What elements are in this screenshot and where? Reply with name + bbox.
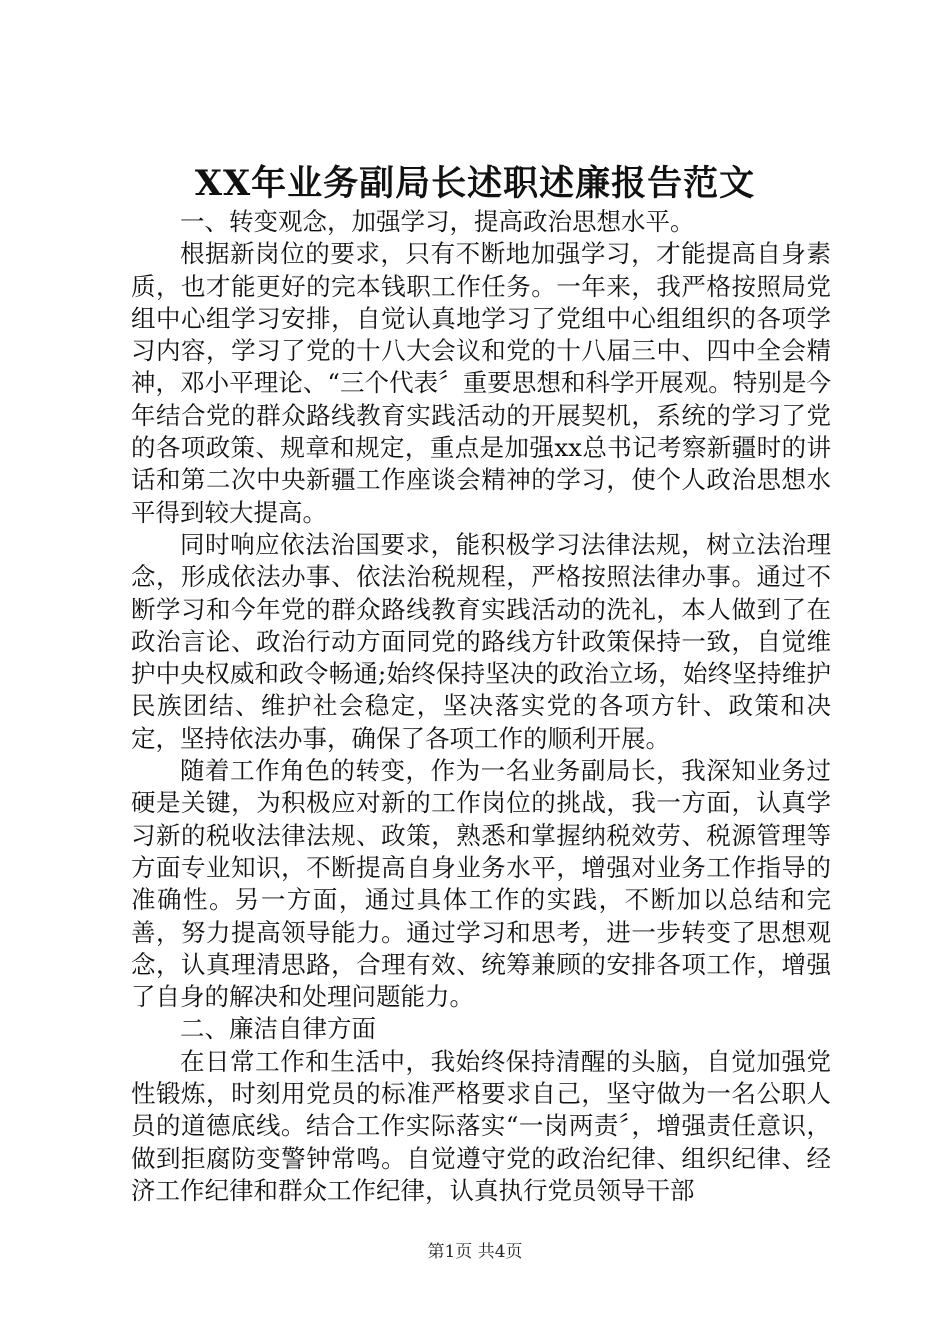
document-title: XX年业务副局长述职述廉报告范文 <box>194 163 756 204</box>
paragraph-study-requirements: 根据新岗位的要求，只有不断地加强学习，才能提高自身素质，也才能更好的完本钱职工作任务。一年来，我严格按照局党组中心组学习安排，自觉认真地学习了党组中心组组织的各项学习内容，学习了党的十八大会议和党的十八届三中、四中全会精神，邓小平理论、“三个代表〞重要思想和科学开展观。特别是今年结合党的群众路线教育实践活动的开展契机，系统的学习了党的各项政策、规章和规定，重点是加强xx总书记考察新疆时的讲话和第二次中央新疆工作座谈会精神的学习，使个人政治思想水平得到较大提高。 <box>131 239 831 527</box>
section-heading-1: 一、转变观念，加强学习，提高政治思想水平。 <box>180 207 695 236</box>
paragraph-integrity: 在日常工作和生活中，我始终保持清醒的头脑，自觉加强党性锻炼，时刻用党员的标准严格要求自己，坚守做为一名公职人员的道德底线。结合工作实际落实“一岗两责〞，增强责任意识，做到拒腐防变警钟常鸣。自觉遵守党的政治纪律、组织纪律、经济工作纪律和群众工作纪律，认真执行党员领导干部 <box>131 1046 831 1205</box>
paragraph-role-change: 随着工作角色的转变，作为一名业务副局长，我深知业务过硬是关键，为积极应对新的工作岗位的挑战，我一方面，认真学习新的税收法律法规、政策，熟悉和掌握纳税效劳、税源管理等方面专业知识，不断提高自身业务水平，增强对业务工作指导的准确性。另一方面，通过具体工作的实践，不断加以总结和完善，努力提高领导能力。通过学习和思考，进一步转变了思想观念，认真理清思路，合理有效、统筹兼顾的安排各项工作，增强了自身的解决和处理问题能力。 <box>131 756 831 1012</box>
section-heading-2: 二、廉洁自律方面 <box>180 1014 376 1044</box>
paragraph-rule-of-law: 同时响应依法治国要求，能积极学习法律法规，树立法治理念，形成依法办事、依法治税规程，严格按照法律办事。通过不断学习和今年党的群众路线教育实践活动的洗礼，本人做到了在政治言论、政治行动方面同党的路线方针政策保持一致，自觉维护中央权威和政令畅通;始终保持坚决的政治立场，始终坚持维护民族团结、维护社会稳定，坚决落实党的各项方针、政策和决定，坚持依法办事，确保了各项工作的顺利开展。 <box>131 529 831 753</box>
page-number-footer: 第1页 共4页 <box>427 1242 523 1262</box>
document-body <box>131 206 831 1207</box>
